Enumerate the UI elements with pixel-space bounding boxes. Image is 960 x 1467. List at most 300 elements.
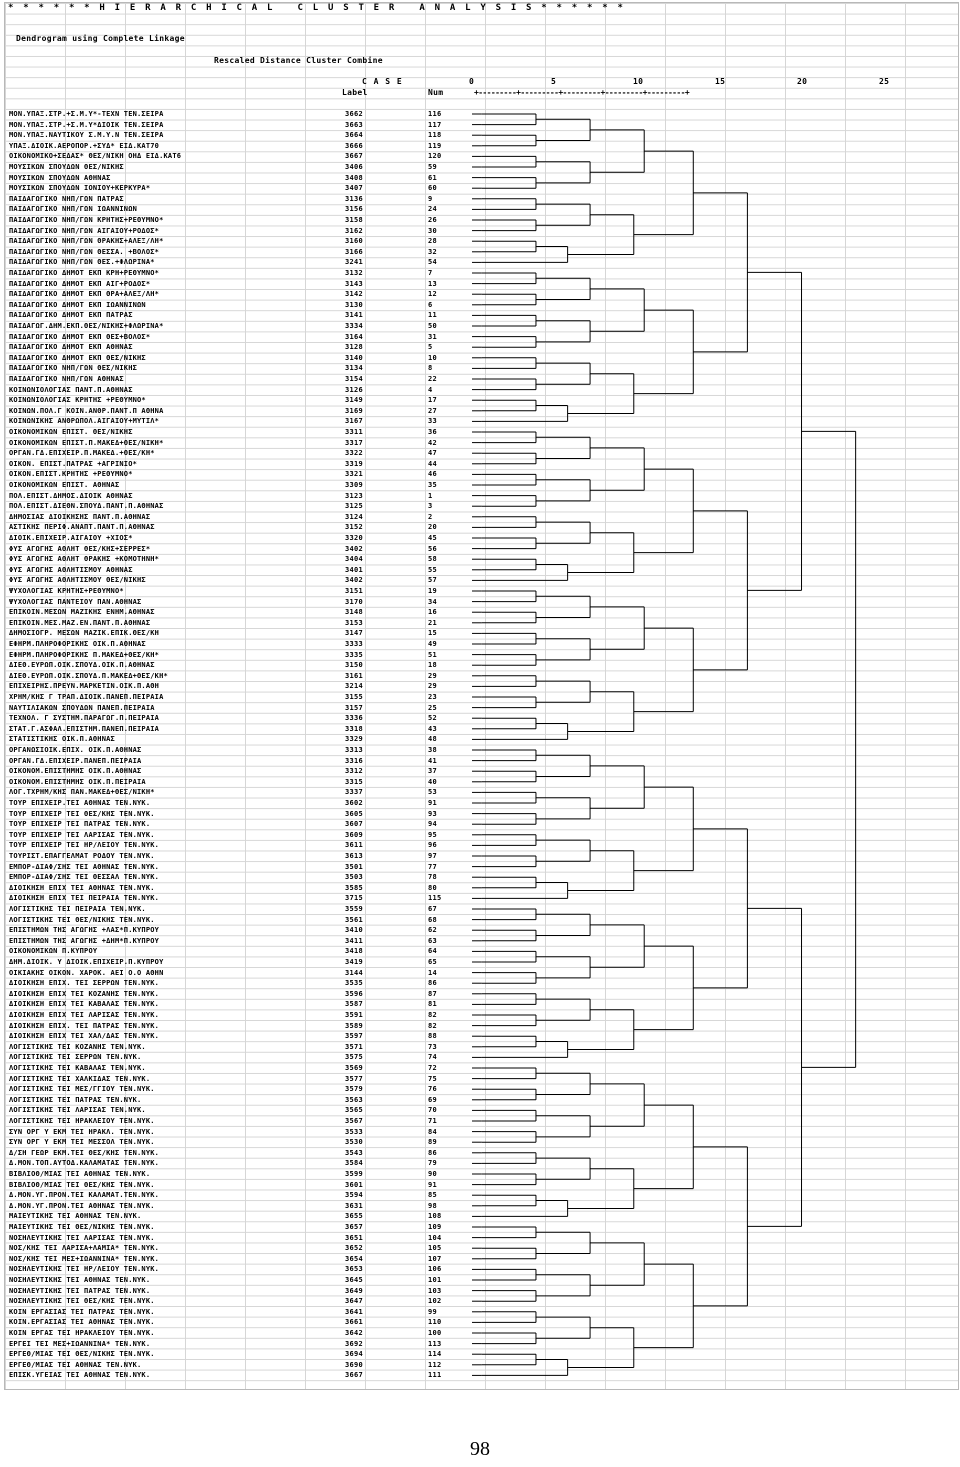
case-code: 3596: [345, 989, 364, 998]
case-code: 3587: [345, 1000, 364, 1009]
case-code: 3601: [345, 1180, 364, 1189]
case-num: 16: [428, 608, 438, 617]
case-code: 3320: [345, 534, 364, 542]
case-num: 103: [428, 1286, 442, 1295]
case-code: 3565: [345, 1106, 364, 1115]
case-code: 3319: [345, 459, 364, 468]
case-num: 65: [428, 958, 438, 966]
case-num: 15: [428, 629, 438, 638]
case-num: 45: [428, 534, 438, 542]
scale-tick-label: 0: [469, 77, 475, 86]
case-code: 3156: [345, 205, 364, 214]
case-code: 3594: [345, 1191, 364, 1200]
case-num: 102: [428, 1297, 442, 1306]
case-code: 3715: [345, 894, 364, 903]
case-num: 78: [428, 873, 438, 882]
case-label: ΠΑΙΔΑΓΩΓΙΚΟ ΝΗΠ/ΓΩΝ ΙΩΑΝΝΙΝΩΝ: [9, 205, 138, 214]
case-code: 3645: [345, 1276, 364, 1284]
case-code: 3692: [345, 1339, 364, 1348]
case-label: ΤΟΥΡ ΕΠΙΧΕΙΡ ΤΕΙ ΘΕΣ/ΚΗΣ ΤΕΝ.ΝΥΚ.: [9, 809, 155, 818]
analysis-banner: * * * * * * H I E R A R C H I C A L C L U S T E R A N A L Y S I S * * * * * *: [8, 3, 626, 13]
case-code: 3575: [345, 1053, 364, 1062]
case-code: 3597: [345, 1032, 364, 1041]
case-code: 3406: [345, 163, 364, 171]
case-code: 3599: [345, 1170, 364, 1178]
case-num: 31: [428, 332, 438, 341]
case-code: 3147: [345, 629, 364, 638]
case-label: ΕΜΠΟΡ-ΔΙΑΦ/ΣΗΣ ΤΕΙ ΑΘΗΝΑΣ ΤΕΝ.ΝΥΚ.: [9, 862, 160, 871]
case-code: 3142: [345, 290, 364, 299]
case-label: Δ.ΜΟΝ.ΥΓ.ΠΡΟΝ.ΤΕΙ ΚΑΛΑΜΑΤ.ΤΕΝ.ΝΥΚ.: [9, 1191, 160, 1200]
case-num: 3: [428, 502, 433, 511]
case-label: ΟΙΚΟΝΟΜΙΚΩΝ ΕΠΙΣΤ.Π.ΜΑΚΕΔ+ΘΕΣ/ΝΙΚΗ*: [9, 438, 164, 447]
case-num: 75: [428, 1074, 438, 1083]
case-code: 3591: [345, 1011, 364, 1019]
case-code: 3577: [345, 1074, 364, 1083]
case-num: 52: [428, 714, 438, 723]
case-num: 59: [428, 163, 438, 171]
case-num: 117: [428, 120, 442, 129]
case-code: 3153: [345, 618, 364, 627]
case-label: Δ.ΜΟΝ.ΥΓ.ΠΡΟΝ.ΤΕΙ ΑΘΗΝΑΣ ΤΕΝ.ΝΥΚ.: [9, 1201, 155, 1210]
case-label: ΔΙΟΙΚΗΣΗ ΕΠΙΧ ΤΕΙ ΧΑΛ/ΔΑΣ ΤΕΝ.ΝΥΚ.: [9, 1032, 160, 1041]
case-code: 3166: [345, 247, 364, 256]
case-code: 3333: [345, 640, 364, 648]
case-code: 3589: [345, 1021, 364, 1030]
case-label: ΠΑΙΔΑΓΩΓΙΚΟ ΝΗΠ/ΓΩΝ ΠΑΤΡΑΣ: [9, 194, 124, 203]
case-num: 58: [428, 555, 438, 564]
case-code: 3141: [345, 311, 364, 320]
case-label: ΜΑΙΕΥΤΙΚΗΣ ΤΕΙ ΘΕΣ/ΝΙΚΗΣ ΤΕΝ.ΝΥΚ.: [9, 1223, 155, 1231]
label-column-header: Label: [342, 88, 368, 97]
case-label: ΣΥΝ ΟΡΓ Υ ΕΚΜ ΤΕΙ ΜΕΣΣΟΛ ΤΕΝ.ΝΥΚ.: [9, 1138, 155, 1147]
case-label: ΤΟΥΡ ΕΠΙΧΕΙΡ ΤΕΙ ΛΑΡΙΣΑΣ ΤΕΝ.ΝΥΚ.: [9, 830, 155, 839]
case-code: 3404: [345, 555, 364, 564]
case-code: 3605: [345, 809, 364, 818]
case-num: 56: [428, 544, 438, 553]
case-code: 3652: [345, 1244, 364, 1253]
case-num: 51: [428, 650, 438, 659]
case-code: 3158: [345, 216, 364, 224]
case-code: 3151: [345, 587, 364, 595]
case-label: ΕΦΗΡΜ.ΠΛΗΡΟΦΟΡΙΚΗΣ Π.ΜΑΚΕΔ+ΘΕΣ/ΚΗ*: [9, 650, 160, 659]
case-label: ΛΟΓΙΣΤΙΚΗΣ ΤΕΙ ΛΑΡΙΣΑΣ ΤΕΝ.ΝΥΚ.: [9, 1106, 146, 1115]
case-num: 116: [428, 110, 442, 118]
case-label: ΒΙΒΛΙΟΘ/ΜΙΑΣ ΤΕΙ ΑΘΗΝΑΣ ΤΕΝ.ΝΥΚ.: [9, 1170, 151, 1178]
case-num: 63: [428, 936, 438, 945]
case-num: 50: [428, 322, 438, 330]
case-label: ΜΑΙΕΥΤΙΚΗΣ ΤΕΙ ΑΘΗΝΑΣ ΤΕΝ.ΝΥΚ.: [9, 1212, 142, 1221]
case-code: 3125: [345, 502, 364, 511]
case-code: 3530: [345, 1138, 364, 1147]
case-num: 27: [428, 406, 438, 415]
case-code: 3334: [345, 322, 364, 330]
case-num: 32: [428, 247, 438, 256]
case-code: 3657: [345, 1223, 364, 1231]
case-num: 86: [428, 979, 438, 988]
case-code: 3410: [345, 926, 364, 935]
case-label: ΤΟΥΡ ΕΠΙΧΕΙΡ ΤΕΙ ΠΑΤΡΑΣ ΤΕΝ.ΝΥΚ.: [9, 820, 151, 829]
scale-tick-label: 10: [633, 77, 644, 86]
case-code: 3241: [345, 258, 364, 267]
case-num: 81: [428, 1000, 438, 1009]
case-code: 3533: [345, 1127, 364, 1136]
case-code: 3322: [345, 449, 364, 458]
case-num: 108: [428, 1212, 442, 1221]
case-num: 57: [428, 576, 438, 585]
case-code: 3160: [345, 237, 364, 246]
case-num: 26: [428, 216, 438, 224]
case-code: 3134: [345, 364, 364, 373]
case-num: 101: [428, 1276, 442, 1284]
case-code: 3631: [345, 1201, 364, 1210]
case-code: 3126: [345, 385, 364, 394]
case-code: 3315: [345, 777, 364, 786]
case-label: ΠΑΙΔΑΓΩΓΙΚΟ ΔΗΜΟΤ ΕΚΠ ΙΩΑΝΝΙΝΩΝ: [9, 300, 146, 309]
case-label: ΕΠΙΣΚ.ΥΓΕΙΑΣ ΤΕΙ ΑΘΗΝΑΣ ΤΕΝ.ΝΥΚ.: [9, 1371, 151, 1380]
case-label: ΕΦΗΡΜ.ΠΛΗΡΟΦΟΡΙΚΗΣ ΟΙΚ.Π.ΑΘΗΝΑΣ: [9, 640, 146, 648]
case-code: 3337: [345, 788, 364, 797]
case-code: 3501: [345, 862, 364, 871]
case-code: 3167: [345, 417, 364, 426]
case-code: 3407: [345, 184, 364, 193]
case-label: ΚΟΙΝΩΝΙΟΛΟΓΙΑΣ ΠΑΝΤ.Π.ΑΘΗΝΑΣ: [9, 385, 133, 394]
case-label: ΕΡΓΕΙ ΤΕΙ ΜΕΣ+ΙΩΑΝΝΙΝΑ* ΤΕΝ.ΝΥΚ.: [9, 1339, 151, 1348]
case-label: ΕΠΙΚΟΙΝ.ΜΕΣΩΝ ΜΑΖΙΚΗΣ ΕΝΗΜ.ΑΘΗΝΑΣ: [9, 608, 155, 617]
case-num: 109: [428, 1223, 442, 1231]
case-label: ΚΟΙΝΩΝΙΟΛΟΓΙΑΣ ΚΡΗΤΗΣ +ΡΕΘΥΜΝΟ*: [9, 396, 146, 405]
case-label: ΦΥΣ ΑΓΩΓΗΣ ΑΘΛΗΤΙΣΜΟΥ ΘΕΣ/ΝΙΚΗΣ: [9, 576, 146, 585]
case-code: 3402: [345, 576, 364, 585]
scale-tick-label: 15: [715, 77, 726, 86]
case-label: ΛΟΓΙΣΤΙΚΗΣ ΤΕΙ ΠΕΙΡΑΙΑ ΤΕΝ.ΝΥΚ.: [9, 905, 146, 913]
case-label: ΦΥΣ ΑΓΩΓΗΣ ΑΘΛΗΤΙΣΜΟΥ ΑΘΗΝΑΣ: [9, 565, 133, 574]
case-num: 79: [428, 1159, 438, 1168]
case-label: ΔΙΕΘ.ΕΥΡΩΠ.ΟΙΚ.ΣΠΟΥΔ.Π.ΜΑΚΕΔ+ΘΕΣ/ΚΗ*: [9, 671, 168, 680]
case-code: 3170: [345, 597, 364, 606]
case-code: 3313: [345, 746, 364, 754]
case-code: 3649: [345, 1286, 364, 1295]
case-label: ΔΙΟΙΚΗΣΗ ΕΠΙΧ. ΤΕΙ ΠΑΤΡΑΣ ΤΕΝ.ΝΥΚ.: [9, 1021, 160, 1030]
case-num: 88: [428, 1032, 438, 1041]
case-num: 77: [428, 862, 438, 871]
case-label: ΠΑΙΔΑΓΩΓΙΚΟ ΔΗΜΟΤ ΕΚΠ ΚΡΗ+ΡΕΘΥΜΝΟ*: [9, 269, 160, 277]
case-code: 3312: [345, 767, 364, 776]
case-num: 104: [428, 1233, 442, 1242]
case-num: 33: [428, 417, 438, 426]
case-num: 34: [428, 597, 438, 606]
case-code: 3143: [345, 279, 364, 288]
case-label: ΜΟΝ.ΥΠΑΞ.ΣΤΡ.+Σ.Μ.Υ*ΔΙΟΙΚ ΤΕΝ.ΣΕΙΡΑ: [9, 120, 164, 129]
case-label: ΟΡΓΑΝΩΣΙΟΙΚ.ΕΠΙΧ. ΟΙΚ.Π.ΑΘΗΝΑΣ: [9, 746, 142, 754]
case-code: 3607: [345, 820, 364, 829]
case-code: 3579: [345, 1085, 364, 1094]
case-code: 3567: [345, 1117, 364, 1125]
case-num: 70: [428, 1106, 438, 1115]
case-num: 53: [428, 788, 438, 797]
case-num: 36: [428, 428, 438, 436]
case-num: 12: [428, 290, 438, 299]
case-code: 3535: [345, 979, 364, 988]
case-label: ΟΙΚΙΑΚΗΣ ΟΙΚΟΝ. ΧΑΡΟΚ. ΑΕΙ Ο.Ο ΑΘΗΝ: [9, 968, 164, 977]
case-code: 3585: [345, 883, 364, 892]
case-num: 25: [428, 703, 438, 712]
case-num: 91: [428, 1180, 438, 1189]
case-label: Δ/ΣΗ ΓΕΩΡ ΕΚΜ.ΤΕΙ ΘΕΣ/ΚΗΣ ΤΕΝ.ΝΥΚ.: [9, 1148, 160, 1157]
case-num: 22: [428, 375, 438, 383]
case-label: ΔΙΟΙΚΗΣΗ ΕΠΙΧ ΤΕΙ ΠΕΙΡΑΙΑ ΤΕΝ.ΝΥΚ.: [9, 894, 160, 903]
case-num: 82: [428, 1011, 438, 1019]
case-label: ΛΟΓ.ΤΧΡΗΜ/ΚΗΣ ΠΑΝ.ΜΑΚΕΔ+ΘΕΣ/ΝΙΚΗ*: [9, 788, 155, 797]
case-code: 3123: [345, 491, 364, 500]
case-num: 90: [428, 1170, 438, 1178]
case-code: 3408: [345, 173, 364, 182]
case-num: 2: [428, 512, 433, 521]
page-number: 98: [470, 1438, 490, 1460]
case-code: 3651: [345, 1233, 364, 1242]
case-code: 3655: [345, 1212, 364, 1221]
case-label: ΕΜΠΟΡ-ΔΙΑΦ/ΣΗΣ ΤΕΙ ΘΕΣΣΑΛ ΤΕΝ.ΝΥΚ.: [9, 873, 160, 882]
case-label: ΠΑΙΔΑΓΩΓΙΚΟ ΝΗΠ/ΓΩΝ ΘΕΣΣΑ. +ΒΟΛΟΣ*: [9, 247, 160, 256]
case-num: 105: [428, 1244, 442, 1253]
case-label: ΣΤΑΤΙΣΤΙΚΗΣ ΟΙΚ.Π.ΑΘΗΝΑΣ: [9, 735, 115, 744]
case-label: ΠΑΙΔΑΓΩΓΙΚΟ ΔΗΜΟΤ ΕΚΠ ΑΙΓ+ΡΟΔΟΣ*: [9, 279, 151, 288]
case-num: 61: [428, 173, 438, 182]
case-label: ΟΙΚΟΝΟΜΙΚΟ+ΣΕΔΑΣ* ΘΕΣ/ΝΙΚΗ ΟΗΔ ΕΙΔ.ΚΑΤ6: [9, 152, 182, 161]
case-label: ΔΙΕΘ.ΕΥΡΩΠ.ΟΙΚ.ΣΠΟΥΔ.ΟΙΚ.Π.ΑΘΗΝΑΣ: [9, 661, 155, 670]
case-code: 3609: [345, 830, 364, 839]
case-label: ΑΣΤΙΚΗΣ ΠΕΡΙΦ.ΑΝΑΠΤ.ΠΑΝΤ.Π.ΑΘΗΝΑΣ: [9, 523, 155, 532]
case-label: ΝΟΣΗΛΕΥΤΙΚΗΣ ΤΕΙ ΑΘΗΝΑΣ ΤΕΝ.ΝΥΚ.: [9, 1276, 151, 1284]
case-num: 120: [428, 152, 442, 161]
case-num: 23: [428, 693, 438, 701]
case-num: 29: [428, 682, 438, 691]
case-label: ΨΥΧΟΛΟΓΙΑΣ ΠΑΝΤΕΙΟΥ ΠΑΝ.ΑΘΗΝΑΣ: [9, 597, 142, 606]
case-label: ΠΑΙΔΑΓΩΓΙΚΟ ΝΗΠ/ΓΩΝ ΘΕΣ.+ΦΛΩΡΙΝΑ*: [9, 258, 155, 267]
case-num: 44: [428, 459, 438, 468]
case-code: 3559: [345, 905, 364, 913]
case-label: ΝΟΣΗΛΕΥΤΙΚΗΣ ΤΕΙ ΘΕΣ/ΚΗΣ ΤΕΝ.ΝΥΚ.: [9, 1297, 155, 1306]
case-label: ΥΠΑΞ.ΔΙΟΙΚ.ΑΕΡΟΠΟΡ.+ΣΥΔ* ΕΙΔ.ΚΑΤ70: [9, 141, 160, 150]
case-num: 95: [428, 830, 438, 839]
case-code: 3667: [345, 1371, 364, 1380]
case-code: 3411: [345, 936, 364, 945]
case-num: 17: [428, 396, 438, 405]
case-code: 3336: [345, 714, 364, 723]
case-code: 3641: [345, 1307, 364, 1316]
case-code: 3321: [345, 470, 364, 479]
case-num: 85: [428, 1191, 438, 1200]
case-label: ΕΠΙΣΤΗΜΩΝ ΤΗΣ ΑΓΩΓΗΣ +ΛΑΣ*Π.ΚΥΠΡΟΥ: [9, 926, 160, 935]
case-num: 1: [428, 491, 433, 500]
case-code: 3561: [345, 915, 364, 924]
case-num: 48: [428, 735, 438, 744]
case-label: ΟΙΚΟΝΟΜΙΚΩΝ Π.ΚΥΠΡΟΥ: [9, 947, 98, 956]
case-label: ΛΟΓΙΣΤΙΚΗΣ ΤΕΙ ΜΕΣ/ΓΓΙΟΥ ΤΕΝ.ΝΥΚ.: [9, 1085, 155, 1094]
case-code: 3647: [345, 1297, 364, 1306]
case-num: 96: [428, 841, 438, 850]
case-label: ΠΑΙΔΑΓΩΓΙΚΟ ΔΗΜΟΤ ΕΚΠ ΠΑΤΡΑΣ: [9, 311, 133, 320]
case-code: 3155: [345, 693, 364, 701]
case-label: ΟΙΚΟΝ.ΕΠΙΣΤ.ΚΡΗΤΗΣ +ΡΕΘΥΜΝΟ*: [9, 470, 133, 479]
case-label: ΜΟΝ.ΥΠΑΞ.ΝΑΥΤΙΚΟΥ Σ.Μ.Υ.Ν ΤΕΝ.ΣΕΙΡΑ: [9, 131, 164, 140]
case-label: ΠΑΙΔΑΓΩΓΙΚΟ ΝΗΠ/ΓΩΝ ΚΡΗΤΗΣ+ΡΕΘΥΜΝΟ*: [9, 216, 164, 224]
case-num: 113: [428, 1339, 442, 1348]
scale-tick-label: 5: [551, 77, 557, 86]
case-label: ΠΑΙΔΑΓΩΓΙΚΟ ΝΗΠ/ΓΩΝ ΑΘΗΝΑΣ: [9, 375, 124, 383]
case-code: 3329: [345, 735, 364, 744]
case-label: ΛΟΓΙΣΤΙΚΗΣ ΤΕΙ ΘΕΣ/ΝΙΚΗΣ ΤΕΝ.ΝΥΚ.: [9, 915, 155, 924]
case-label: ΛΟΓΙΣΤΙΚΗΣ ΤΕΙ ΧΑΛΚΙΔΑΣ ΤΕΝ.ΝΥΚ.: [9, 1074, 151, 1083]
case-num: 64: [428, 947, 438, 956]
case-num: 84: [428, 1127, 438, 1136]
case-header: C A S E: [362, 77, 403, 86]
case-num: 114: [428, 1350, 442, 1359]
case-num: 37: [428, 767, 438, 776]
case-code: 3136: [345, 194, 364, 203]
case-code: 3132: [345, 269, 364, 277]
case-num: 111: [428, 1371, 442, 1380]
case-num: 46: [428, 470, 438, 479]
case-code: 3130: [345, 300, 364, 309]
case-num: 40: [428, 777, 438, 786]
scale-tick-label: 25: [879, 77, 890, 86]
case-num: 29: [428, 671, 438, 680]
case-num: 4: [428, 385, 433, 394]
case-code: 3169: [345, 406, 364, 415]
case-code: 3318: [345, 724, 364, 733]
case-label: ΕΠΙΧΕΙΡΗΣ.ΠΡΕΥΝ.ΜΑΡΚΕΤΙΝ.ΟΙΚ.Π.ΑΘΗ: [9, 682, 160, 691]
case-code: 3152: [345, 523, 364, 532]
case-num: 54: [428, 258, 438, 267]
case-num: 11: [428, 311, 438, 320]
case-label: ΠΑΙΔΑΓΩΓ.ΔΗΜ.ΕΚΠ.ΘΕΣ/ΝΙΚΗΣ+ΦΛΩΡΙΝΑ*: [9, 322, 164, 330]
case-num: 28: [428, 237, 438, 246]
case-num: 43: [428, 724, 438, 733]
case-label: ΔΙΟΙΚ.ΕΠΙΧΕΙΡ.ΑΙΓΑΙΟΥ +ΧΙΟΣ*: [9, 534, 133, 542]
case-num: 68: [428, 915, 438, 924]
case-num: 21: [428, 618, 438, 627]
case-label: ΟΙΚΟΝΟΜΙΚΩΝ ΕΠΙΣΤ. ΘΕΣ/ΝΙΚΗΣ: [9, 428, 133, 436]
case-label: ΛΟΓΙΣΤΙΚΗΣ ΤΕΙ ΚΟΖΑΝΗΣ ΤΕΝ.ΝΥΚ.: [9, 1042, 146, 1051]
case-code: 3401: [345, 565, 364, 574]
case-code: 3144: [345, 968, 364, 977]
case-code: 3128: [345, 343, 364, 352]
case-label: ΔΙΟΙΚΗΣΗ ΕΠΙΧ ΤΕΙ ΛΑΡΙΣΑΣ ΤΕΝ.ΝΥΚ.: [9, 1011, 160, 1019]
case-label: ΠΑΙΔΑΓΩΓΙΚΟ ΔΗΜΟΤ ΕΚΠ ΘΕΣ+ΒΟΛΟΣ*: [9, 332, 151, 341]
case-label: ΟΙΚΟΝΟΜ.ΕΠΙΣΤΗΜΗΣ ΟΙΚ.Π.ΠΕΙΡΑΙΑ: [9, 777, 146, 786]
case-num: 18: [428, 661, 438, 670]
case-label: ΧΡΗΜ/ΚΗΣ Γ ΤΡΑΠ.ΔΙΟΙΚ.ΠΑΝΕΠ.ΠΕΙΡΑΙΑ: [9, 693, 164, 701]
case-label: ΣΥΝ ΟΡΓ Υ ΕΚΜ ΤΕΙ ΗΡΑΚΛ. ΤΕΝ.ΝΥΚ.: [9, 1127, 155, 1136]
case-label: ΠΟΛ.ΕΠΙΣΤ.ΔΙΕΘΝ.ΣΠΟΥΔ.ΠΑΝΤ.Π.ΑΘΗΝΑΣ: [9, 502, 164, 511]
case-code: 3694: [345, 1350, 364, 1359]
case-label: ΦΥΣ ΑΓΩΓΗΣ ΑΘΛΗΤ ΘΡΑΚΗΣ +ΚΟΜΟΤΗΝΗ*: [9, 555, 160, 564]
case-label: ΤΟΥΡ ΕΠΙΧΕΙΡ.ΤΕΙ ΑΘΗΝΑΣ ΤΕΝ.ΝΥΚ.: [9, 799, 151, 807]
case-code: 3335: [345, 650, 364, 659]
case-code: 3309: [345, 481, 364, 489]
case-code: 3569: [345, 1064, 364, 1072]
case-label: ΤΟΥΡ ΕΠΙΧΕΙΡ ΤΕΙ ΗΡ/ΛΕΙΟΥ ΤΕΝ.ΝΥΚ.: [9, 841, 160, 850]
case-num: 7: [428, 269, 433, 277]
case-label: ΜΟΥΣΙΚΩΝ ΣΠΟΥΔΩΝ ΙΟΝΙΟΥ+ΚΕΡΚΥΡΑ*: [9, 184, 151, 193]
scale-rule: +---------+---------+---------+---------+---------+: [474, 88, 690, 97]
case-num: 30: [428, 226, 438, 235]
case-code: 3584: [345, 1159, 364, 1168]
case-label: ΨΥΧΟΛΟΓΙΑΣ ΚΡΗΤΗΣ+ΡΕΘΥΜΝΟ*: [9, 587, 124, 595]
case-code: 3149: [345, 396, 364, 405]
case-code: 3543: [345, 1148, 364, 1157]
case-label: ΤΕΧΝΟΛ. Γ ΣΥΣΤΗΜ.ΠΑΡΑΓΩΓ.Π.ΠΕΙΡΑΙΑ: [9, 714, 160, 723]
case-num: 73: [428, 1042, 438, 1051]
case-num: 10: [428, 353, 438, 362]
case-label: ΛΟΓΙΣΤΙΚΗΣ ΤΕΙ ΣΕΡΡΩΝ ΤΕΝ.ΝΥΚ.: [9, 1053, 142, 1062]
case-num: 5: [428, 343, 433, 352]
case-num: 74: [428, 1053, 438, 1062]
case-code: 3124: [345, 512, 364, 521]
case-label: ΠΑΙΔΑΓΩΓΙΚΟ ΔΗΜΟΤ ΕΚΠ ΑΘΗΝΑΣ: [9, 343, 133, 352]
case-num: 8: [428, 364, 433, 373]
case-label: ΠΟΛ.ΕΠΙΣΤ.ΔΗΜΟΣ.ΔΙΟΙΚ ΑΘΗΝΑΣ: [9, 491, 133, 500]
case-num: 80: [428, 883, 438, 892]
case-label: ΤΟΥΡΙΣΤ.ΕΠΑΓΓΕΛΜΑΤ ΡΟΔΟΥ ΤΕΝ.ΝΥΚ.: [9, 852, 155, 860]
case-num: 42: [428, 438, 438, 447]
case-code: 3419: [345, 958, 364, 966]
case-code: 3214: [345, 682, 364, 691]
case-code: 3654: [345, 1254, 364, 1263]
case-code: 3418: [345, 947, 364, 956]
case-num: 72: [428, 1064, 438, 1072]
case-code: 3150: [345, 661, 364, 670]
case-label: ΝΟΣΗΛΕΥΤΙΚΗΣ ΤΕΙ ΠΑΤΡΑΣ ΤΕΝ.ΝΥΚ.: [9, 1286, 151, 1295]
scale-tick-label: 20: [797, 77, 808, 86]
case-label: ΕΠΙΚΟΙΝ.ΜΕΣ.ΜΑΖ.ΕΝ.ΠΑΝΤ.Π.ΑΘΗΝΑΣ: [9, 618, 151, 627]
case-label: ΜΟΥΣΙΚΩΝ ΣΠΟΥΔΩΝ ΘΕΣ/ΝΙΚΗΣ: [9, 163, 124, 171]
case-num: 118: [428, 131, 442, 140]
case-code: 3164: [345, 332, 364, 341]
case-code: 3663: [345, 120, 364, 129]
case-label: ΟΙΚΟΝ. ΕΠΙΣΤ.ΠΑΤΡΑΣ +ΑΓΡΙΝΙΟ*: [9, 459, 138, 468]
case-num: 99: [428, 1307, 438, 1316]
case-label: ΛΟΓΙΣΤΙΚΗΣ ΤΕΙ ΗΡΑΚΛΕΙΟΥ ΤΕΝ.ΝΥΚ.: [9, 1117, 155, 1125]
case-num: 110: [428, 1318, 442, 1327]
case-code: 3661: [345, 1318, 364, 1327]
case-code: 3642: [345, 1329, 364, 1337]
case-label: ΟΙΚΟΝΟΜΙΚΩΝ ΕΠΙΣΤ. ΑΘΗΝΑΣ: [9, 481, 120, 489]
case-label: ΔΙΟΙΚΗΣΗ ΕΠΙΧ ΤΕΙ ΚΑΒΑΛΑΣ ΤΕΝ.ΝΥΚ.: [9, 1000, 160, 1009]
case-num: 6: [428, 300, 433, 309]
case-num: 24: [428, 205, 438, 214]
case-num: 60: [428, 184, 438, 193]
case-num: 55: [428, 565, 438, 574]
case-num: 76: [428, 1085, 438, 1094]
case-num: 9: [428, 194, 433, 203]
case-label: ΝΟΣΗΛΕΥΤΙΚΗΣ ΤΕΙ ΗΡ/ΛΕΙΟΥ ΤΕΝ.ΝΥΚ.: [9, 1265, 160, 1274]
case-label: ΕΠΙΣΤΗΜΩΝ ΤΗΣ ΑΓΩΓΗΣ +ΔΗΜ*Π.ΚΥΠΡΟΥ: [9, 936, 160, 945]
case-num: 62: [428, 926, 438, 935]
case-code: 3563: [345, 1095, 364, 1104]
case-num: 115: [428, 894, 442, 903]
case-label: ΛΟΓΙΣΤΙΚΗΣ ΤΕΙ ΠΑΤΡΑΣ ΤΕΝ.ΝΥΚ.: [9, 1095, 142, 1104]
case-code: 3653: [345, 1265, 364, 1274]
case-label: ΟΡΓΑΝ.ΓΔ.ΕΠΙΧΕΙΡ.Π.ΜΑΚΕΔ.+ΘΕΣ/ΚΗ*: [9, 449, 155, 458]
case-num: 107: [428, 1254, 442, 1263]
case-num: 98: [428, 1201, 438, 1210]
case-label: ΠΑΙΔΑΓΩΓΙΚΟ ΔΗΜΟΤ ΕΚΠ ΘΡΑ+ΑΛΕΞ/ΛΗ*: [9, 290, 160, 299]
case-num: 87: [428, 989, 438, 998]
case-label: ΔΗΜΟΣΙΑΣ ΔΙΟΙΚΗΣΗΣ ΠΑΝΤ.Π.ΑΘΗΝΑΣ: [9, 512, 151, 521]
case-num: 49: [428, 640, 438, 648]
